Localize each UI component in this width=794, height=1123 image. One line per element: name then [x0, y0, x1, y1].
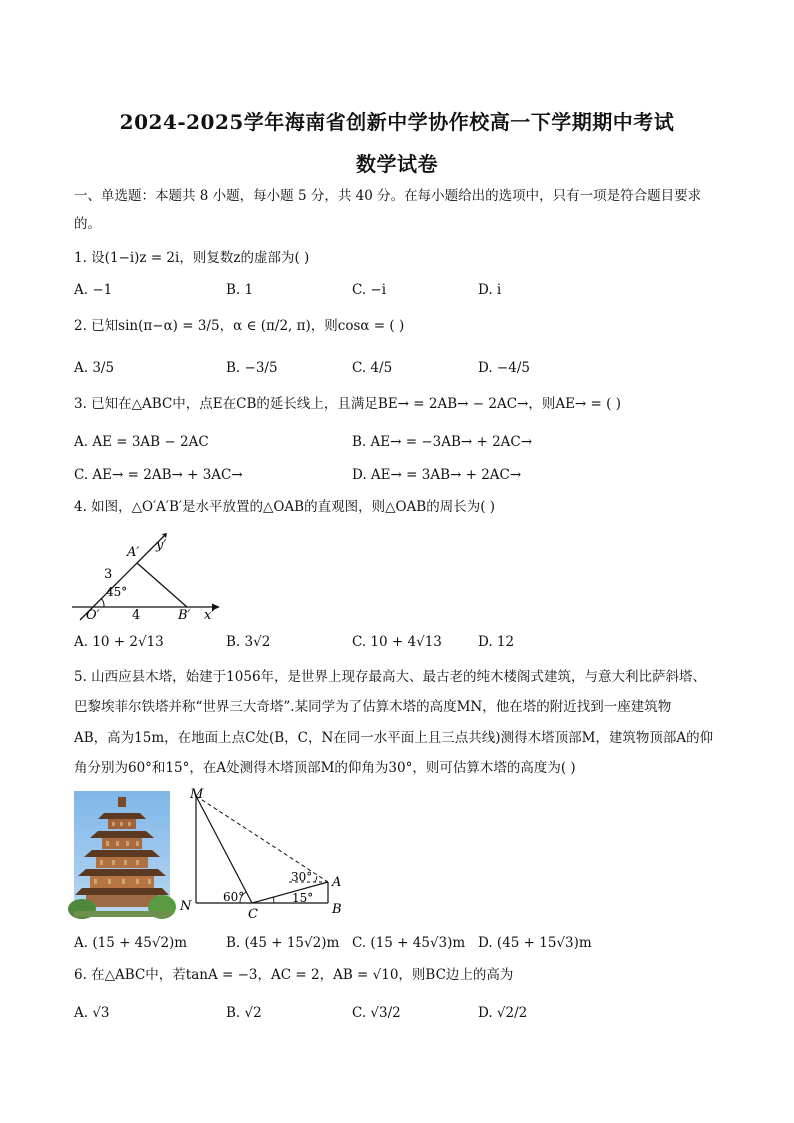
q2-option-a: A. 3/5 [74, 360, 115, 376]
figure-5-tower-diagram [178, 786, 348, 924]
wooden-pagoda-photo [74, 791, 170, 917]
fig5-label-m: M [190, 787, 204, 802]
fig4-label-a: A′ [127, 545, 140, 560]
q4-option-b: B. 3√2 [226, 634, 271, 650]
q3-option-a: A. AE = 3AB − 2AC [74, 434, 209, 450]
q1-option-c: C. −i [352, 282, 387, 298]
q1-option-a: A. −1 [74, 282, 113, 298]
question-4-stem: 4. 如图，△O′A′B′是水平放置的△OAB的直观图，则△OAB的周长为( ) [74, 499, 496, 515]
q3-option-c: C. AE→ = 2AB→ + 3AC→ [74, 467, 243, 483]
fig4-label-side-3: 3 [104, 567, 113, 582]
fig4-label-y: y′ [156, 538, 167, 553]
question-2-stem: 2. 已知sin(π−α) = 3/5，α ∈ (π/2, π)，则cosα = ( ) [74, 318, 405, 334]
question-5-stem-line3: AB，高为15m，在地面上点C处(B，C，N在同一水平面上且三点共线)测得木塔顶部M，建筑物顶部A的仰 [74, 730, 714, 746]
fig4-label-b: B′ [178, 608, 191, 623]
q2-option-b: B. −3/5 [226, 360, 278, 376]
q6-option-a: A. √3 [74, 1005, 110, 1021]
question-5-stem-line1: 5. 山西应县木塔，始建于1056年，是世界上现存最高大、最古老的纯木楼阁式建筑，与意大利比萨斜塔、 [74, 669, 707, 685]
fig5-label-a: A [332, 875, 342, 890]
fig5-label-30: 30° [291, 870, 313, 884]
q5-option-b: B. (45 + 15√2)m [226, 935, 340, 951]
question-1-stem: 1. 设(1−i)z = 2i，则复数z的虚部为( ) [74, 250, 310, 266]
fig4-label-x: x′ [204, 608, 215, 623]
q2-option-d: D. −4/5 [478, 360, 530, 376]
question-3-stem: 3. 已知在△ABC中，点E在CB的延长线上，且满足BE→ = 2AB→ − 2AC→，则AE→ = ( ) [74, 396, 621, 412]
fig5-label-b: B [332, 902, 342, 917]
q5-option-d: D. (45 + 15√3)m [478, 935, 592, 951]
question-6-stem: 6. 在△ABC中，若tanA = −3，AC = 2，AB = √10，则BC边上的高为 [74, 967, 514, 983]
q5-option-c: C. (15 + 45√3)m [352, 935, 466, 951]
section-instructions-line1: 一、单选题：本题共 8 小题，每小题 5 分，共 40 分。在每小题给出的选项中，只有一项是符合题目要求 [74, 188, 702, 204]
q2-option-c: C. 4/5 [352, 360, 393, 376]
q6-option-d: D. √2/2 [478, 1005, 528, 1021]
q6-option-c: C. √3/2 [352, 1005, 401, 1021]
q4-option-a: A. 10 + 2√13 [74, 634, 164, 650]
question-5-stem-line2: 巴黎埃菲尔铁塔并称“世界三大奇塔”.某同学为了估算木塔的高度MN，他在塔的附近找到一座建筑物 [74, 699, 672, 715]
question-5-stem-line4: 角分别为60°和15°，在A处测得木塔顶部M的仰角为30°，则可估算木塔的高度为( ) [74, 760, 576, 776]
section-instructions-line2: 的。 [74, 216, 101, 232]
fig5-label-60: 60° [223, 890, 245, 904]
q6-option-b: B. √2 [226, 1005, 262, 1021]
q4-option-c: C. 10 + 4√13 [352, 634, 442, 650]
q4-option-d: D. 12 [478, 634, 515, 650]
q3-option-b: B. AE→ = −3AB→ + 2AC→ [352, 434, 533, 450]
q1-option-b: B. 1 [226, 282, 254, 298]
figure-4-oblique-triangle [70, 530, 230, 625]
fig5-label-n: N [180, 899, 192, 914]
exam-subtitle: 数学试卷 [356, 152, 438, 176]
fig4-label-angle: 45° [106, 585, 128, 599]
fig4-label-side-4: 4 [132, 608, 141, 623]
q5-option-a: A. (15 + 45√2)m [74, 935, 188, 951]
q3-option-d: D. AE→ = 3AB→ + 2AC→ [352, 467, 522, 483]
fig4-label-o: O′ [86, 608, 100, 623]
fig5-label-c: C [248, 907, 258, 922]
exam-title: 2024-2025学年海南省创新中学协作校高一下学期期中考试 [119, 110, 675, 134]
fig5-label-15: 15° [292, 891, 314, 905]
q1-option-d: D. i [478, 282, 502, 298]
